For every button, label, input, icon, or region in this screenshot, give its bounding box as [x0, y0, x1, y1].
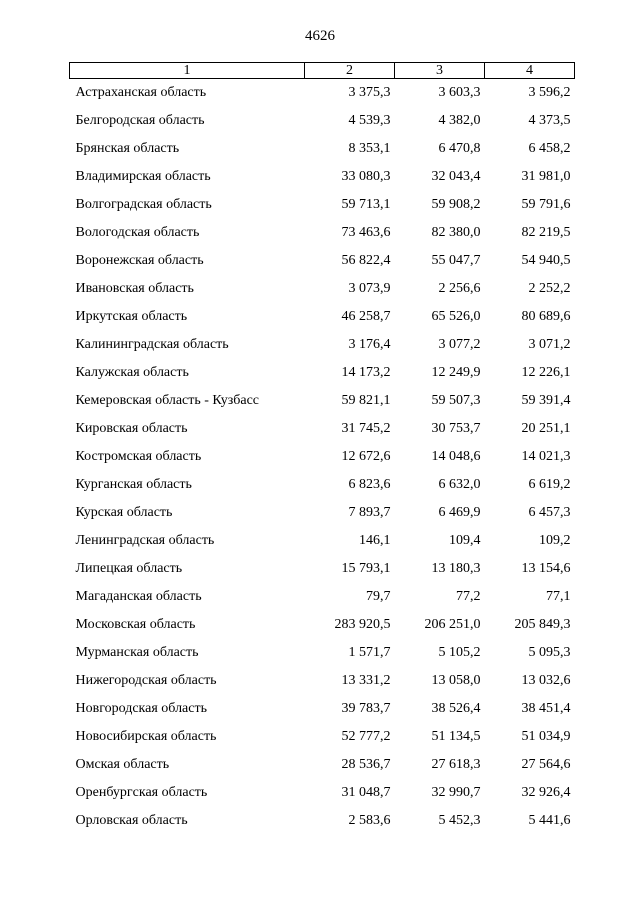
table-row: [70, 163, 575, 191]
value-cell-col3: 38 526,4: [431, 701, 481, 716]
value-cell-col3: 109,4: [449, 533, 481, 548]
value-cell-col3: 59 507,3: [431, 393, 481, 408]
region-cell: Ленинградская область: [75, 533, 215, 548]
value-cell-col3: 82 380,0: [431, 225, 481, 240]
value-cell-col3: 51 134,5: [431, 729, 481, 744]
value-cell-col4: 6 458,2: [528, 141, 571, 156]
value-cell-col3: 4 382,0: [438, 113, 481, 128]
table-row: [70, 135, 575, 163]
value-cell-col4: 82 219,5: [521, 225, 571, 240]
value-cell-col4: 4 373,5: [528, 113, 571, 128]
region-cell: Мурманская область: [75, 645, 199, 660]
value-cell-col2: 33 080,3: [341, 169, 391, 184]
page-number: 4626: [305, 28, 335, 44]
value-cell-col4: 109,2: [539, 533, 571, 548]
value-cell-col2: 73 463,6: [341, 225, 391, 240]
column-header-2: 2: [305, 63, 395, 79]
value-cell-col3: 14 048,6: [431, 449, 481, 464]
table-row: [70, 275, 575, 303]
table-row: [70, 247, 575, 275]
value-cell-col4: 54 940,5: [521, 253, 571, 268]
region-cell: Костромская область: [75, 449, 202, 464]
region-cell: Брянская область: [75, 141, 180, 156]
region-cell: Кемеровская область - Кузбасс: [75, 393, 260, 408]
value-cell-col2: 56 822,4: [341, 253, 391, 268]
table-row: [70, 527, 575, 555]
value-cell-col2: 12 672,6: [341, 449, 391, 464]
region-cell: Магаданская область: [75, 589, 202, 604]
table-row: [70, 667, 575, 695]
value-cell-col4: 12 226,1: [521, 365, 571, 380]
value-cell-col2: 59 821,1: [341, 393, 391, 408]
value-cell-col3: 6 470,8: [438, 141, 481, 156]
value-cell-col4: 59 791,6: [521, 197, 571, 212]
value-cell-col2: 146,1: [359, 533, 391, 548]
value-cell-col4: 3 596,2: [528, 85, 571, 100]
region-cell: Астраханская область: [75, 85, 207, 100]
value-cell-col2: 39 783,7: [341, 701, 391, 716]
region-cell: Калининградская область: [75, 337, 229, 352]
value-cell-col4: 3 071,2: [528, 337, 571, 352]
region-cell: Липецкая область: [75, 561, 183, 576]
value-cell-col4: 77,1: [546, 589, 571, 604]
value-cell-col2: 59 713,1: [341, 197, 391, 212]
value-cell-col3: 13 058,0: [431, 673, 481, 688]
table-row: [70, 387, 575, 415]
value-cell-col2: 46 258,7: [341, 309, 391, 324]
value-cell-col3: 2 256,6: [438, 281, 481, 296]
value-cell-col4: 5 441,6: [528, 813, 571, 828]
value-cell-col2: 52 777,2: [341, 729, 391, 744]
table-row: [70, 191, 575, 219]
region-cell: Вологодская область: [75, 225, 200, 240]
value-cell-col3: 32 990,7: [431, 785, 481, 800]
value-cell-col4: 205 849,3: [514, 617, 571, 632]
value-cell-col3: 77,2: [456, 589, 481, 604]
value-cell-col2: 6 823,6: [348, 477, 391, 492]
column-header-3: 3: [395, 63, 485, 79]
value-cell-col2: 15 793,1: [341, 561, 391, 576]
region-cell: Курская область: [75, 505, 173, 520]
value-cell-col3: 3 603,3: [438, 85, 481, 100]
value-cell-col4: 31 981,0: [521, 169, 571, 184]
table-row: [70, 555, 575, 583]
table-row: [70, 723, 575, 751]
region-cell: Волгоградская область: [75, 197, 212, 212]
value-cell-col3: 6 632,0: [438, 477, 481, 492]
value-cell-col3: 206 251,0: [424, 617, 481, 632]
value-cell-col4: 80 689,6: [521, 309, 571, 324]
data-table: [69, 62, 575, 835]
value-cell-col2: 13 331,2: [341, 673, 391, 688]
region-cell: Орловская область: [75, 813, 188, 828]
value-cell-col2: 31 745,2: [341, 421, 391, 436]
table-row: [70, 611, 575, 639]
region-cell: Калужская область: [75, 365, 189, 380]
value-cell-col2: 8 353,1: [348, 141, 391, 156]
region-cell: Московская область: [75, 617, 196, 632]
value-cell-col2: 14 173,2: [341, 365, 391, 380]
value-cell-col4: 2 252,2: [528, 281, 571, 296]
region-cell: Нижегородская область: [75, 673, 217, 688]
region-cell: Оренбургская область: [75, 785, 208, 800]
value-cell-col2: 7 893,7: [348, 505, 391, 520]
value-cell-col3: 65 526,0: [431, 309, 481, 324]
value-cell-col3: 59 908,2: [431, 197, 481, 212]
value-cell-col4: 27 564,6: [521, 757, 571, 772]
table-row: [70, 415, 575, 443]
region-cell: Омская область: [75, 757, 170, 772]
value-cell-col4: 6 619,2: [528, 477, 571, 492]
value-cell-col3: 13 180,3: [431, 561, 481, 576]
table-row: [70, 583, 575, 611]
value-cell-col4: 38 451,4: [521, 701, 571, 716]
column-header-4: 4: [485, 63, 575, 79]
value-cell-col4: 59 391,4: [521, 393, 571, 408]
value-cell-col3: 6 469,9: [438, 505, 481, 520]
value-cell-col3: 5 105,2: [438, 645, 481, 660]
value-cell-col4: 13 032,6: [521, 673, 571, 688]
value-cell-col2: 3 375,3: [348, 85, 391, 100]
table-row: [70, 303, 575, 331]
value-cell-col2: 2 583,6: [348, 813, 391, 828]
region-cell: Кировская область: [75, 421, 188, 436]
table-header-row: [70, 63, 575, 79]
region-cell: Белгородская область: [75, 113, 205, 128]
column-header-1: 1: [70, 63, 305, 79]
table-row: [70, 751, 575, 779]
value-cell-col2: 31 048,7: [341, 785, 391, 800]
table-row: [70, 639, 575, 667]
region-cell: Ивановская область: [75, 281, 194, 296]
table-row: [70, 219, 575, 247]
value-cell-col4: 5 095,3: [528, 645, 571, 660]
region-cell: Воронежская область: [75, 253, 204, 268]
table-row: [70, 499, 575, 527]
value-cell-col2: 3 073,9: [348, 281, 391, 296]
value-cell-col4: 32 926,4: [521, 785, 571, 800]
table-row: [70, 331, 575, 359]
value-cell-col3: 30 753,7: [431, 421, 481, 436]
value-cell-col3: 32 043,4: [431, 169, 481, 184]
value-cell-col3: 3 077,2: [438, 337, 481, 352]
value-cell-col3: 55 047,7: [431, 253, 481, 268]
value-cell-col4: 51 034,9: [521, 729, 571, 744]
region-cell: Иркутская область: [75, 309, 188, 324]
value-cell-col3: 5 452,3: [438, 813, 481, 828]
table-row: [70, 779, 575, 807]
value-cell-col2: 1 571,7: [348, 645, 391, 660]
region-cell: Курганская область: [75, 477, 192, 492]
table-body: [70, 79, 575, 836]
value-cell-col4: 20 251,1: [521, 421, 571, 436]
table-row: [70, 807, 575, 835]
value-cell-col2: 79,7: [366, 589, 391, 604]
table-row: [70, 79, 575, 108]
region-cell: Новосибирская область: [75, 729, 217, 744]
table-row: [70, 359, 575, 387]
table-row: [70, 471, 575, 499]
value-cell-col3: 27 618,3: [431, 757, 481, 772]
value-cell-col3: 12 249,9: [431, 365, 481, 380]
table-row: [70, 107, 575, 135]
value-cell-col2: 4 539,3: [348, 113, 391, 128]
table-row: [70, 695, 575, 723]
value-cell-col2: 28 536,7: [341, 757, 391, 772]
region-cell: Новгородская область: [75, 701, 207, 716]
value-cell-col4: 13 154,6: [521, 561, 571, 576]
value-cell-col4: 14 021,3: [521, 449, 571, 464]
value-cell-col2: 3 176,4: [348, 337, 391, 352]
value-cell-col2: 283 920,5: [334, 617, 391, 632]
table-row: [70, 443, 575, 471]
value-cell-col4: 6 457,3: [528, 505, 571, 520]
region-cell: Владимирская область: [75, 169, 211, 184]
